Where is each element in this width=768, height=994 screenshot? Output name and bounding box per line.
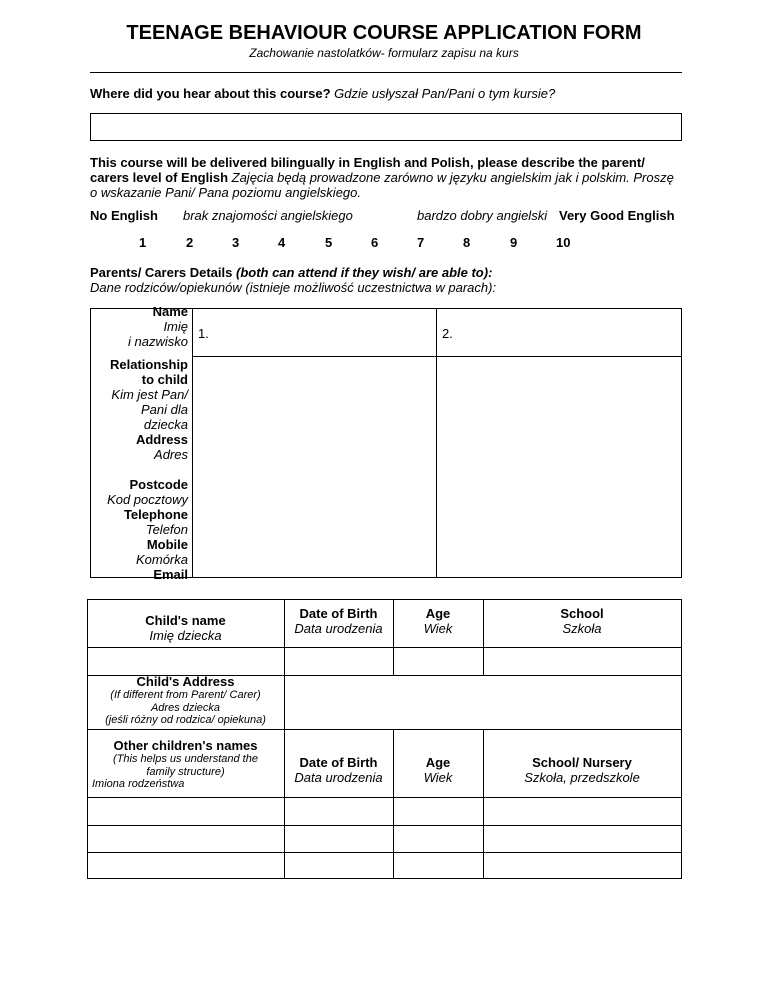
scale-option-2[interactable]: 2: [186, 235, 194, 250]
parent-col-2: 2.: [442, 326, 453, 341]
child-address-note3: (jeśli różny od rodzica/ opiekuna): [105, 714, 266, 726]
parents-heading: [90, 265, 492, 280]
q2-text: [90, 155, 682, 200]
child-dob-pl: Data urodzenia: [294, 621, 383, 636]
label-postcode-en: Postcode: [129, 477, 188, 492]
label-mobile-pl: Komórka: [135, 552, 188, 567]
other-age-header: [393, 755, 483, 785]
child-address-field[interactable]: [285, 676, 681, 729]
child-school-pl: Szkoła: [562, 621, 602, 636]
parents-heading-note: (both can attend if they wish/ are able to):: [235, 265, 493, 280]
page-title: TEENAGE BEHAVIOUR COURSE APPLICATION FORM: [126, 22, 642, 44]
parents-heading-pl: Dane rodziców/opiekunów (istnieje możliwość uczestnictwa w parach):: [90, 280, 497, 295]
scale-option-1[interactable]: 1: [139, 235, 147, 250]
child-age-en: Age: [425, 606, 451, 621]
label-email-en: Email: [153, 567, 188, 582]
sibling-row-1[interactable]: [88, 798, 681, 825]
label-telephone-pl: Telefon: [145, 522, 188, 537]
scale-option-10[interactable]: 10: [556, 235, 571, 250]
scale-low-en: No English: [90, 208, 158, 223]
label-relationship-pl1: Kim jest Pan/: [111, 387, 188, 402]
child-name-field[interactable]: [88, 648, 284, 675]
child-dob-header: [284, 606, 393, 636]
other-children-pl: Imiona rodzeństwa: [92, 778, 185, 790]
label-telephone-en: Telephone: [123, 507, 188, 522]
other-dob-en: Date of Birth: [299, 755, 378, 770]
child-age-pl: Wiek: [423, 621, 453, 636]
label-name-pl1: Imię: [163, 319, 188, 334]
sibling-row-3[interactable]: [88, 853, 681, 878]
english-level-scale: [0, 235, 768, 251]
child-address-label: [87, 675, 284, 727]
label-name-pl2: i nazwisko: [128, 334, 188, 349]
child-dob-en: Date of Birth: [299, 606, 378, 621]
child-school-header: [483, 606, 681, 636]
parent1-name-field[interactable]: [198, 309, 434, 355]
label-relationship-pl3: dziecka: [143, 417, 188, 432]
other-children-en: Other children's names: [113, 738, 258, 753]
other-children-label: [87, 739, 284, 791]
label-mobile-en: Mobile: [146, 537, 188, 552]
q2-text-pl: Zajęcia będą prowadzone zarówno w języku angielskim jak i polskim. Proszę o wskazanie Pani/ Pana poziomu angielskiego.: [90, 170, 674, 200]
label-address-pl: Adres: [154, 447, 188, 462]
child-address-note1: (If different from Parent/ Carer): [110, 689, 261, 701]
label-name-en: Name: [152, 304, 188, 319]
child-table: [87, 599, 682, 879]
child-address-note2: Adres dziecka: [150, 701, 221, 714]
other-age-en: Age: [425, 755, 451, 770]
child-address-en: Child's Address: [136, 674, 235, 689]
divider: [90, 72, 682, 73]
scale-high-en: Very Good English: [559, 208, 675, 223]
label-address-en: Address: [135, 432, 188, 447]
scale-option-3[interactable]: 3: [232, 235, 240, 250]
other-dob-pl: Data urodzenia: [294, 770, 383, 785]
q1-answer-field[interactable]: [90, 113, 682, 141]
child-dob-field[interactable]: [285, 648, 393, 675]
child-age-header: [393, 606, 483, 636]
child-name-pl: Imię dziecka: [149, 628, 222, 643]
q2-text-en: This course will be delivered bilingually in English and Polish, please describe the parent/ carers level of English: [90, 155, 645, 185]
parent1-details-field[interactable]: [194, 358, 435, 576]
label-postcode-pl: Kod pocztowy: [107, 492, 188, 507]
parent2-name-field[interactable]: [438, 309, 680, 355]
row-labels: [92, 304, 188, 582]
scale-low-pl: brak znajomości angielskiego: [183, 208, 353, 223]
other-school-header: [483, 755, 681, 785]
parent-col-1: 1.: [198, 326, 209, 341]
parents-table: [90, 304, 682, 582]
scale-option-5[interactable]: 5: [325, 235, 333, 250]
child-name-en: Child's name: [145, 613, 226, 628]
other-school-pl: Szkoła, przedszkole: [524, 770, 640, 785]
other-school-en: School/ Nursery: [532, 755, 632, 770]
q1-label: [90, 86, 555, 101]
scale-option-4[interactable]: 4: [278, 235, 286, 250]
parents-heading-en: Parents/ Carers Details: [90, 265, 233, 280]
q1-label-en: Where did you hear about this course?: [90, 86, 331, 101]
child-school-en: School: [560, 606, 604, 621]
scale-option-9[interactable]: 9: [510, 235, 518, 250]
scale-option-8[interactable]: 8: [463, 235, 471, 250]
child-school-field[interactable]: [484, 648, 681, 675]
sibling-row-2[interactable]: [88, 826, 681, 852]
scale-option-7[interactable]: 7: [417, 235, 425, 250]
scale-high-pl: bardzo dobry angielski: [417, 208, 548, 223]
other-dob-header: [284, 755, 393, 785]
other-age-pl: Wiek: [423, 770, 453, 785]
other-children-note1: (This helps us understand the: [113, 753, 258, 765]
child-age-field[interactable]: [394, 648, 483, 675]
page-subtitle: Zachowanie nastolatków- formularz zapisu na kurs: [249, 46, 519, 60]
label-relationship-pl2: Pani dla: [141, 402, 188, 417]
label-relationship-en1: Relationship: [109, 357, 188, 372]
label-relationship-en2: to child: [141, 372, 188, 387]
parent2-details-field[interactable]: [438, 358, 680, 576]
scale-option-6[interactable]: 6: [371, 235, 379, 250]
other-children-note2: family structure): [146, 765, 225, 778]
q1-label-pl: Gdzie usłyszał Pan/Pani o tym kursie?: [334, 86, 556, 101]
child-name-header: [87, 613, 284, 643]
